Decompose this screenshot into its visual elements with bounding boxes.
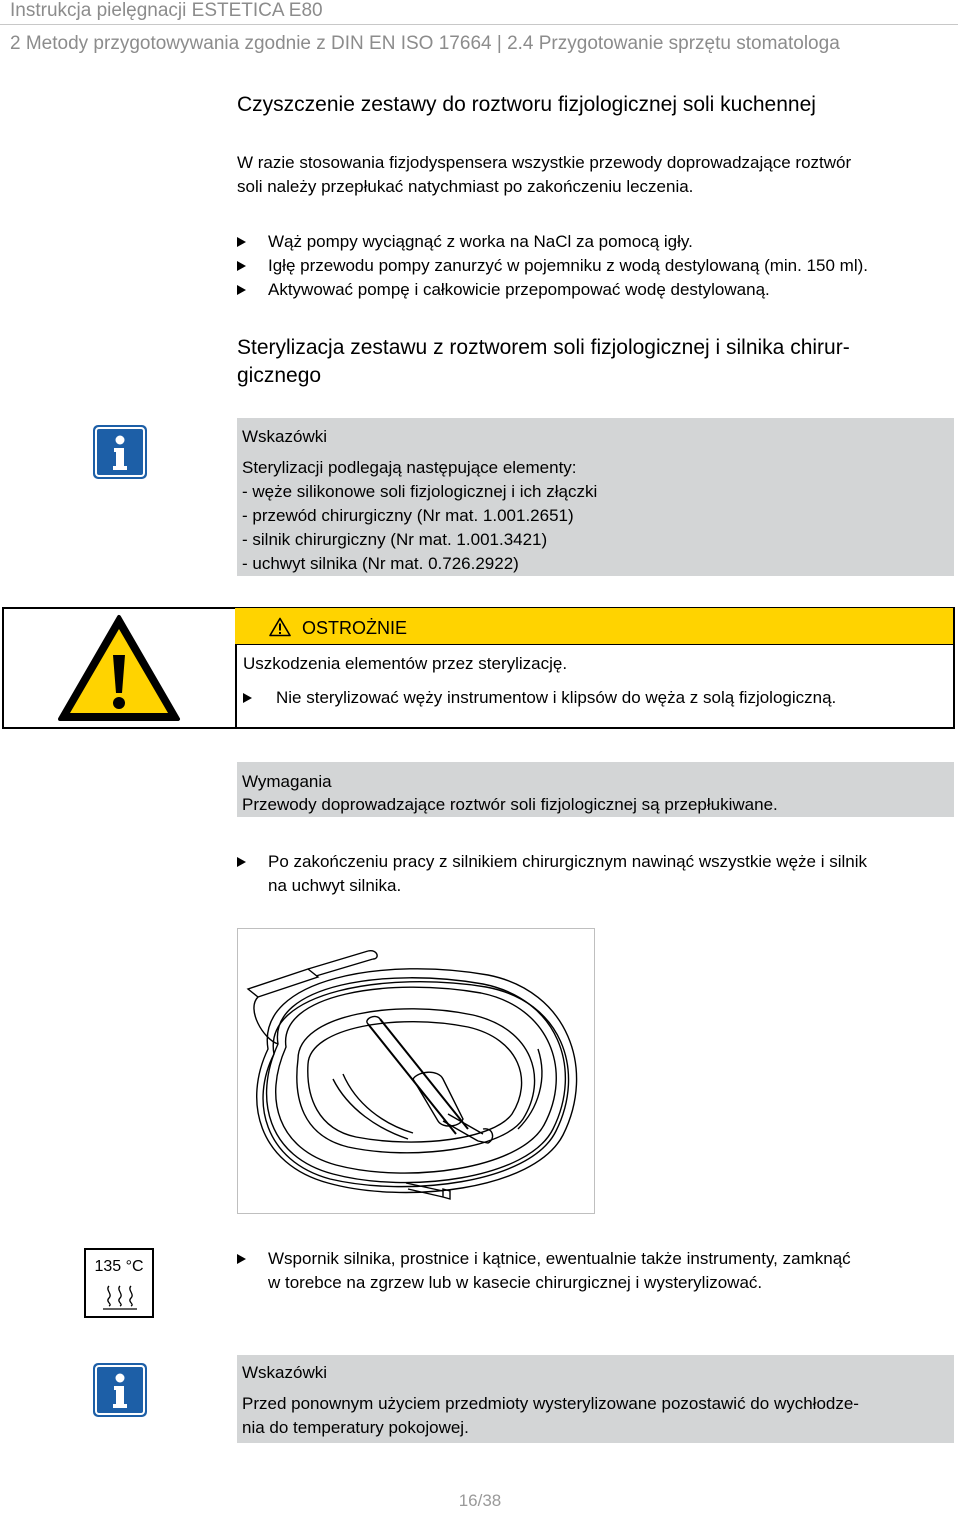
- bullet-arrow-icon: [237, 1254, 246, 1264]
- coiled-hoses-drawing: [238, 929, 594, 1213]
- page-number: 16/38: [458, 1491, 502, 1510]
- warning-triangle-icon: [56, 613, 182, 723]
- list-item: - węże silikonowe soli fizjologicznej i ich złączki: [242, 482, 598, 501]
- section-heading-sterilization: Sterylizacja zestawu z roztworem soli fizjologicznej i silnika chirur- gicznego: [237, 336, 850, 387]
- list-item: Aktywować pompę i całkowicie przepompować wodę destylowaną.: [237, 278, 868, 302]
- material-number: Nr mat. 0.726.2922: [367, 554, 514, 573]
- list-item: - uchwyt silnika (Nr mat. 0.726.2922): [242, 554, 519, 573]
- note-title: Wskazówki: [242, 427, 328, 446]
- header-divider: [0, 24, 958, 25]
- small-warning-icon: [269, 617, 291, 637]
- bullet-arrow-icon: [237, 237, 246, 247]
- bullet-arrow-icon: [237, 285, 246, 295]
- list-item: - silnik chirurgiczny (Nr mat. 1.001.3421): [242, 530, 548, 549]
- document-title: Instrukcja pielęgnacji ESTETICA E80: [10, 0, 323, 21]
- caution-label: OSTROŻNIE: [302, 618, 408, 638]
- chapter-breadcrumb: 2 Metody przygotowywania zgodnie z DIN EN ISO 17664 | 2.4 Przygotowanie sprzętu stomatologa: [10, 33, 840, 54]
- cleaning-intro-line: W razie stosowania fizjodyspensera wszystkie przewody doprowadzające roztwór: [237, 153, 852, 172]
- caution-header: [235, 608, 953, 645]
- section-heading-cleaning: Czyszczenie zestawy do roztworu fizjologicznej soli kuchennej: [237, 93, 816, 116]
- steam-waves-icon: [102, 1284, 138, 1312]
- info-icon: [92, 1362, 148, 1418]
- info-icon: [92, 424, 148, 480]
- sterilize-step: [237, 1247, 851, 1295]
- bullet-arrow-icon: [237, 261, 246, 271]
- bullet-arrow-icon: [243, 693, 252, 703]
- requirements-text: Przewody doprowadzające roztwór soli fizjologicznej są przepłukiwane.: [242, 795, 778, 814]
- temperature-label: 135 °C: [94, 1258, 144, 1275]
- caution-steps: [243, 686, 836, 710]
- list-item: Po zakończeniu pracy z silnikiem chirurgicznym nawinąć wszystkie węże i silnik na uchwyt silnika.: [237, 850, 867, 898]
- note-box-sterilization: [237, 418, 954, 576]
- list-item: Wąż pompy wyciągnąć z worka na NaCl za pomocą igły.: [237, 230, 868, 254]
- note-title: Wskazówki: [242, 1363, 328, 1382]
- cleaning-intro-line: soli należy przepłukać natychmiast po zakończeniu leczenia.: [237, 177, 694, 196]
- cleaning-intro: [237, 151, 851, 199]
- list-item: Wspornik silnika, prostnice i kątnice, ewentualnie także instrumenty, zamknąć w torebce na zgrzew lub w kasecie chirurgicznej i wysterylizować.: [237, 1247, 851, 1295]
- list-item: - przewód chirurgiczny (Nr mat. 1.001.2651): [242, 506, 574, 525]
- caution-title: Uszkodzenia elementów przez sterylizację.: [243, 654, 568, 673]
- list-item: Igłę przewodu pompy zanurzyć w pojemniku z wodą destylowaną (min. 150 ml).: [237, 254, 868, 278]
- requirements-box: [237, 762, 954, 817]
- note-body: Sterylizacji podlegają następujące elementy: - węże silikonowe soli fizjologicznej i ich złączki - przewód chirurgiczny (Nr mat. 1.001.2651) - silnik chirurgiczny (Nr mat. 1.001.3421) - uchwyt silnika (Nr mat. 0.726.2922): [242, 456, 597, 576]
- bullet-arrow-icon: [237, 857, 246, 867]
- material-number: Nr mat. 1.001.3421: [395, 530, 542, 549]
- cleaning-steps: [237, 230, 868, 302]
- list-item: Nie sterylizować węży instrumentow i klipsów do węża z solą fizjologiczną.: [243, 686, 836, 710]
- material-number: Nr mat. 1.001.2651: [422, 506, 568, 525]
- requirements-title: Wymagania: [242, 772, 332, 791]
- sterilization-temperature-icon: [84, 1248, 154, 1318]
- hose-coil-illustration: [237, 928, 595, 1214]
- note-body: Przed ponownym użyciem przedmioty wysterylizowane pozostawić do wychłodze- nia do temperatury pokojowej.: [242, 1394, 859, 1437]
- winding-step: [237, 850, 867, 898]
- note-box-cooling: [237, 1355, 954, 1443]
